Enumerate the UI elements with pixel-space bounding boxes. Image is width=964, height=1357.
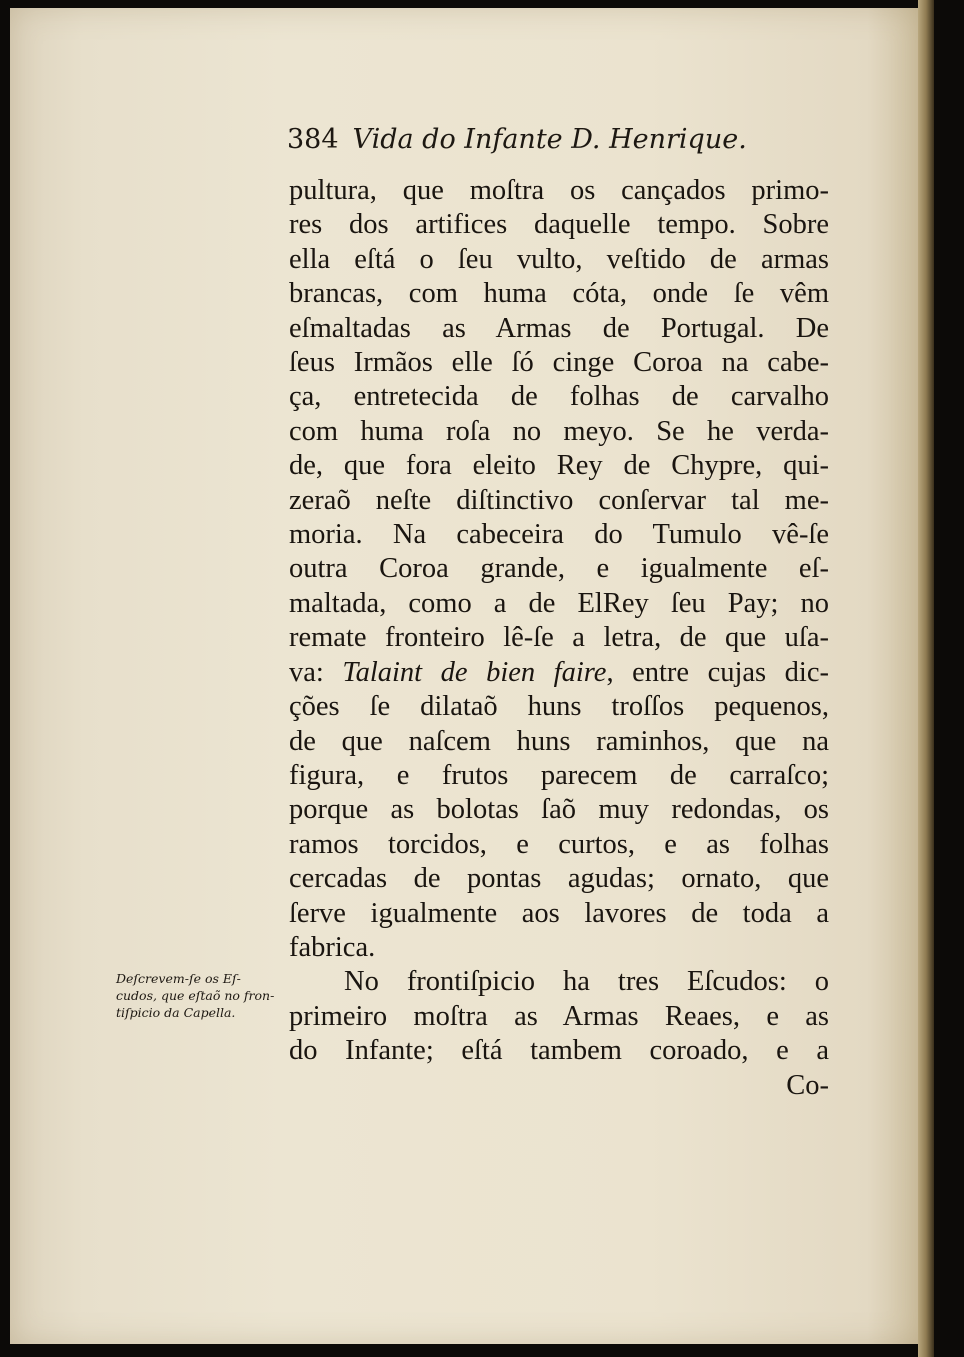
- page-number: 384: [287, 124, 339, 155]
- marginal-note-line: cudos, que eſtaõ no fron-: [116, 988, 275, 1003]
- motto-line-suffix: , entre cujas dic-: [606, 656, 829, 688]
- text-line: ça, entretecida de folhas de carvalho: [289, 381, 829, 413]
- text-line: maltada, como a de ElRey ſeu Pay; no: [289, 587, 829, 619]
- text-line: do Infante; eſtá tambem coroado, e a: [289, 1035, 829, 1067]
- text-line: primeiro moſtra as Armas Reaes, e as: [289, 1000, 829, 1032]
- marginal-note: [116, 970, 296, 1021]
- text-line: res dos artifices daquelle tempo. Sobre: [289, 209, 829, 241]
- text-line: ções ſe dilataõ huns troſſos pequenos,: [289, 691, 829, 723]
- text-line: com huma roſa no meyo. Se he verda-: [289, 415, 829, 447]
- body-text: [289, 174, 829, 1103]
- running-title: Vida do Infante D. Henrique.: [352, 124, 747, 155]
- paragraph-end-line: fabrica.: [289, 931, 376, 963]
- text-line: moria. Na cabeceira do Tumulo vê-ſe: [289, 519, 829, 551]
- paragraph-start-line: No frontiſpicio ha tres Eſcudos: o: [344, 966, 829, 998]
- text-line: outra Coroa grande, e igualmente eſ-: [289, 553, 829, 585]
- page-gutter-edge: [918, 0, 934, 1357]
- text-line: pultura, que moſtra os cançados primo-: [289, 175, 829, 206]
- motto-line-prefix: va:: [289, 656, 343, 688]
- text-line: de que naſcem huns raminhos, que na: [289, 725, 829, 757]
- running-header: [287, 124, 747, 155]
- text-line: ſeus Irmãos elle ſó cinge Coroa na cabe-: [289, 347, 829, 379]
- text-line: brancas, com huma cóta, onde ſe vêm: [289, 278, 829, 310]
- book-spine: [934, 0, 964, 1357]
- text-line: ramos torcidos, e curtos, e as folhas: [289, 828, 829, 860]
- text-line: eſmaltadas as Armas de Portugal. De: [289, 312, 829, 344]
- catchword: Co-: [786, 1069, 829, 1101]
- marginal-note-line: tiſpicio da Capella.: [116, 1005, 236, 1020]
- text-line: ſerve igualmente aos lavores de toda a: [289, 897, 829, 929]
- text-line: remate fronteiro lê-ſe a letra, de que uſa-: [289, 622, 829, 654]
- text-line: cercadas de pontas agudas; ornato, que: [289, 863, 829, 895]
- motto-text: Talaint de bien faire: [342, 656, 607, 688]
- marginal-note-line: Deſcrevem-ſe os Eſ-: [116, 971, 241, 986]
- text-line: porque as bolotas ſaõ muy redondas, os: [289, 794, 829, 826]
- text-line: zeraõ neſte diſtinctivo conſervar tal me-: [289, 484, 829, 516]
- motto-line: [289, 656, 829, 690]
- text-line: figura, e frutos parecem de carraſco;: [289, 759, 829, 791]
- text-line: ella eſtá o ſeu vulto, veſtido de armas: [289, 243, 829, 275]
- text-line: de, que fora eleito Rey de Chypre, qui-: [289, 450, 829, 482]
